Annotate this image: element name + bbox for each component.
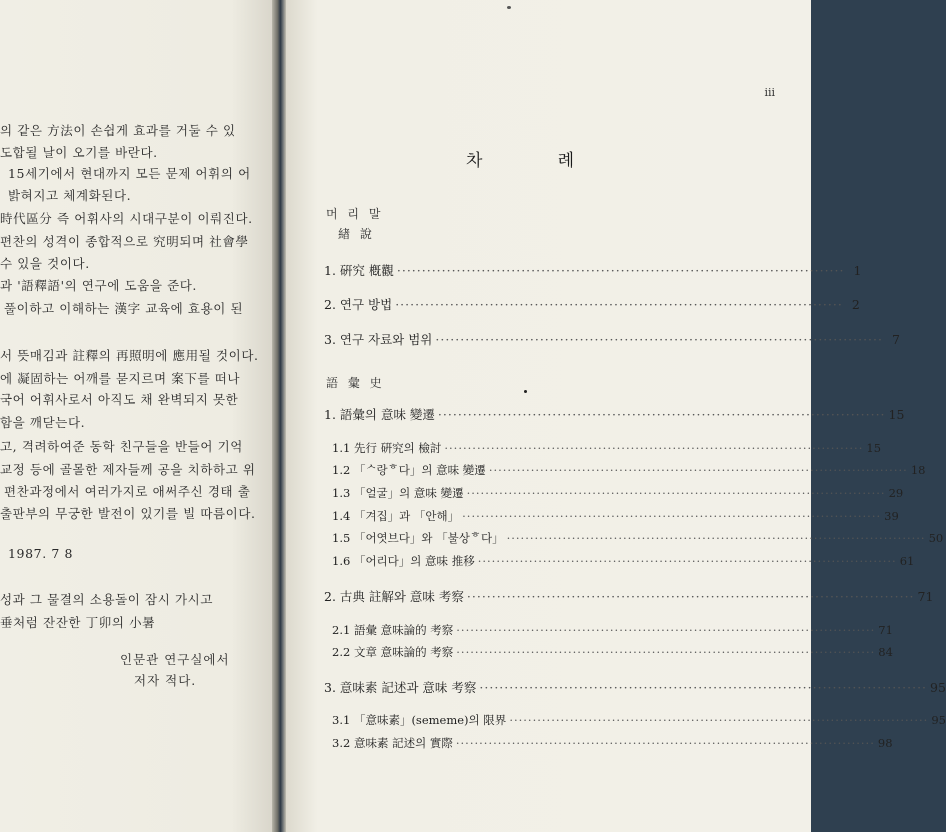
toc-entry-page: 7 (892, 332, 900, 347)
toc-subentry (332, 530, 944, 546)
toc-entry-label: 1.2 「ᄉ랑ᄒ다」의 意味 變遷 (332, 463, 486, 477)
preface-line: 국어 어휘사로서 아직도 채 완벽되지 못한 (0, 392, 239, 407)
toc-entry-label: 1.6 「어리다」의 意味 推移 (332, 554, 475, 568)
ink-dot (524, 390, 527, 393)
toc-subentry (332, 644, 893, 660)
closing-line: 성과 그 물결의 소용돌이 잠시 가시고 (0, 592, 213, 607)
toc-entry-label: 1. 語彙의 意味 變遷 (324, 407, 435, 422)
toc-entry-page: 15 (866, 441, 882, 455)
preface-line: 밝혀지고 체계화된다. (8, 188, 132, 203)
toc-entry-label: 1.1 先行 硏究의 檢討 (332, 441, 442, 455)
preface-line: 풀이하고 이해하는 漢字 교육에 효용이 된 (4, 301, 244, 316)
toc-entry-page: 1 (853, 263, 862, 278)
signature-place: 인문관 연구실에서 (120, 652, 230, 667)
toc-entry-label: 2.1 語彙 意味論的 考察 (332, 623, 454, 637)
toc-subentry (332, 622, 893, 638)
toc-entry-label: 1.3 「얼굴」의 意味 變遷 (332, 486, 464, 500)
toc-entry-page: 98 (877, 736, 893, 750)
toc-entry-page: 29 (888, 486, 904, 500)
toc-section-label: 語 彙 史 (326, 376, 385, 390)
leader-dots: ·························································································· (437, 407, 886, 422)
toc-entry-page: 61 (899, 554, 915, 568)
toc-entry-label: 2.2 文章 意味論的 考察 (332, 645, 454, 659)
toc-subentry (332, 712, 946, 728)
preface-line: 서 뜻매김과 註釋의 再照明에 應用될 것이다. (0, 348, 259, 363)
leader-dots: ·························································································· (462, 509, 882, 523)
toc-entry (324, 261, 862, 279)
preface-date: 1987. 7 8 (8, 546, 74, 561)
right-page-contents (286, 0, 946, 832)
preface-line: 時代區分 즉 어휘사의 시대구분이 이뤄진다. (0, 211, 253, 226)
leader-dots: ·························································································· (444, 441, 864, 455)
toc-entry-label: 1. 硏究 槪觀 (324, 263, 394, 278)
toc-entry-label: 3. 연구 자료와 범위 (324, 332, 433, 347)
toc-entry-label: 3. 意味素 記述과 意味 考察 (324, 680, 477, 695)
leader-dots: ·························································································· (396, 263, 845, 278)
preface-line: 고, 격려하여준 동학 친구들을 반들어 기억 (0, 439, 243, 454)
preface-line: 편찬과정에서 여러가지로 애써주신 경태 출 (4, 484, 251, 499)
preface-line: 교정 등에 골몰한 제자들께 공을 치하하고 위 (0, 462, 256, 477)
toc-entry-label: 1.4 「겨집」과 「안해」 (332, 509, 460, 523)
preface-line: 의 같은 方法이 손쉽게 효과를 거둘 수 있 (0, 123, 236, 138)
toc-subentry (332, 553, 915, 569)
toc-entry-page: 15 (888, 407, 905, 422)
toc-entry-label: 2. 古典 註解와 意味 考察 (324, 589, 464, 604)
toc-entry-page: 95 (930, 680, 946, 695)
toc-entry-label: 3.1 「意味素」(sememe)의 限界 (332, 713, 507, 727)
preface-line: 함을 깨닫는다. (0, 415, 86, 430)
toc-entry-label: 1.5 「어엿브다」와 「불상ᄒ다」 (332, 531, 504, 545)
toc-entry-page: 71 (917, 589, 934, 604)
toc-entry-page: 2 (851, 297, 860, 312)
leader-dots: ·························································································· (479, 680, 928, 695)
toc-entry-page: 50 (928, 531, 944, 545)
toc-entry (324, 405, 905, 423)
toc-entry-page: 95 (931, 713, 946, 727)
toc-preface: 머 리 말 (326, 207, 384, 221)
left-page-preface (0, 0, 272, 832)
signature-author: 저자 적다. (134, 673, 197, 688)
toc-subentry (332, 462, 926, 478)
preface-line: 편찬의 성격이 종합적으로 究明되며 社會學 (0, 234, 249, 249)
toc-subentry (332, 485, 904, 501)
leader-dots: ·························································································· (509, 713, 929, 727)
toc-entry-label: 2. 연구 방법 (324, 297, 393, 312)
preface-line: 도합될 날이 오기를 바란다. (0, 145, 158, 160)
toc-subentry (332, 508, 899, 524)
toc-title-char: 례 (557, 151, 576, 171)
toc-subentry (332, 735, 893, 751)
toc-intro: 緖 說 (338, 227, 375, 241)
book-spine-gutter (272, 0, 286, 832)
toc-title-char: 차 (466, 151, 485, 171)
toc-entry (324, 330, 900, 348)
toc-entry-page: 84 (878, 645, 893, 659)
leader-dots: ·························································································· (435, 332, 883, 347)
paper-speck (507, 6, 511, 9)
leader-dots: ·························································································· (456, 623, 876, 637)
toc-title (466, 146, 576, 171)
closing-line: 垂처럼 잔잔한 丁卯의 小暑 (0, 615, 156, 630)
toc-entry (324, 587, 934, 605)
leader-dots: ·························································································· (466, 486, 886, 500)
preface-line: 출판부의 무궁한 발전이 있기를 빌 따름이다. (0, 506, 256, 521)
preface-line: 15세기에서 현대까지 모든 문제 어휘의 어 (8, 166, 251, 181)
page-number: iii (764, 86, 775, 99)
preface-line: 에 凝固하는 어깨를 묻지르며 案下를 떠나 (0, 371, 241, 386)
toc-entry (324, 295, 860, 313)
toc-entry-label: 3.2 意味素 記述의 實際 (332, 736, 453, 750)
toc-entry-page: 39 (884, 509, 899, 523)
leader-dots: ·························································································· (455, 736, 875, 750)
leader-dots: ·························································································· (466, 589, 915, 604)
leader-dots: ·························································································· (456, 645, 876, 659)
leader-dots: ·························································································· (506, 531, 926, 545)
leader-dots: ·························································································· (488, 463, 908, 477)
leader-dots: ·························································································· (477, 554, 897, 568)
preface-line: 수 있을 것이다. (0, 256, 90, 271)
toc-subentry (332, 440, 882, 456)
toc-entry (324, 678, 946, 696)
preface-line: 과 '語釋語'의 연구에 도움을 준다. (0, 278, 197, 293)
toc-entry-page: 18 (910, 463, 926, 477)
leader-dots: ·························································································· (395, 297, 843, 312)
toc-entry-page: 71 (878, 623, 893, 637)
